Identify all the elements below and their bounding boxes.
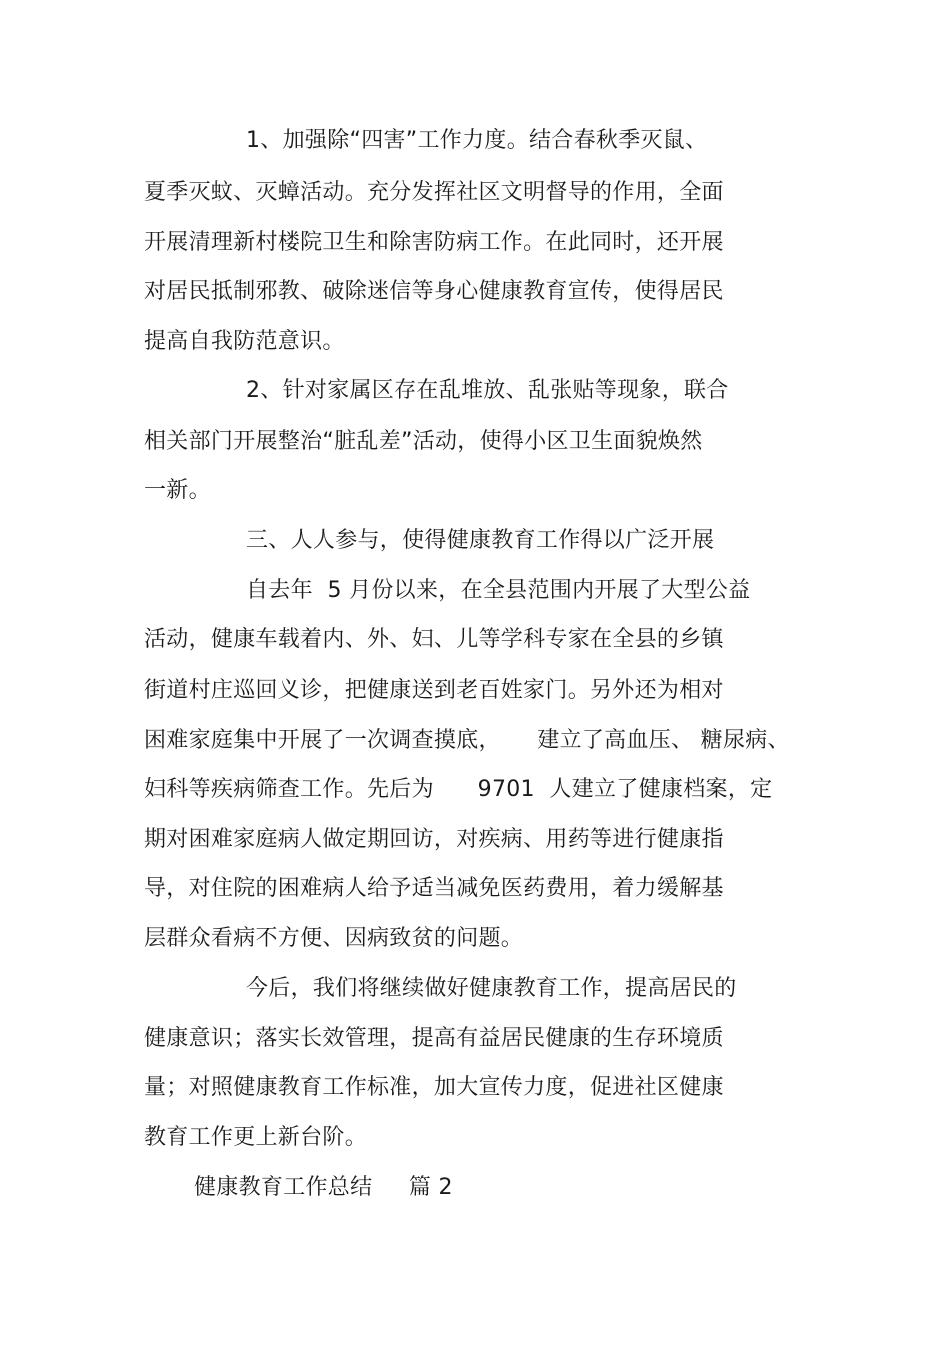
paragraph-3-line-3: 街道村庄巡回义诊，把健康送到老百姓家门。另外还为相对 <box>144 678 724 703</box>
paragraph-3-line-5: 妇科等疾病筛查工作。先后为 9701 人建立了健康档案，定 <box>144 777 773 802</box>
paragraph-4-line-1: 今后，我们将继续做好健康教育工作，提高居民的 <box>246 976 737 1001</box>
paragraph-3-line-1: 自去年 5 月份以来，在全县范围内开展了大型公益 <box>246 578 751 603</box>
paragraph-1-line-3: 开展清理新村楼院卫生和除害防病工作。在此同时，还开展 <box>144 230 724 255</box>
paragraph-2-line-2: 相关部门开展整治“脏乱差”活动，使得小区卫生面貌焕然 <box>144 429 703 454</box>
paragraph-4-line-3: 量；对照健康教育工作标准，加大宣传力度，促进社区健康 <box>144 1075 724 1100</box>
paragraph-3-line-6: 期对困难家庭病人做定期回访，对疾病、用药等进行健康指 <box>144 827 724 852</box>
paragraph-1-line-2: 夏季灭蚊、灭蟑活动。充分发挥社区文明督导的作用，全面 <box>144 180 724 205</box>
paragraph-1-line-1: 1、加强除“四害”工作力度。结合春秋季灭鼠、 <box>246 128 708 153</box>
paragraph-3-line-2: 活动，健康车载着内、外、妇、儿等学科专家在全县的乡镇 <box>144 627 724 652</box>
paragraph-2-line-1: 2、针对家属区存在乱堆放、乱张贴等现象，联合 <box>246 378 729 403</box>
next-section-title: 健康教育工作总结 篇 2 <box>194 1175 453 1200</box>
paragraph-4-line-4: 教育工作更上新台阶。 <box>144 1125 368 1150</box>
paragraph-2-line-3: 一新。 <box>144 478 211 503</box>
paragraph-1-line-5: 提高自我防范意识。 <box>144 329 345 354</box>
section-heading-3: 三、人人参与，使得健康教育工作得以广泛开展 <box>246 528 715 553</box>
paragraph-3-line-8: 层群众看病不方便、因病致贫的问题。 <box>144 926 524 951</box>
paragraph-3-line-7: 导，对住院的困难病人给予适当减免医药费用，着力缓解基 <box>144 876 724 901</box>
paragraph-3-line-4: 困难家庭集中开展了一次调查摸底， 建立了高血压、 糖尿病、 <box>144 728 790 753</box>
paragraph-4-line-2: 健康意识；落实长效管理，提高有益居民健康的生存环境质 <box>144 1026 724 1051</box>
paragraph-1-line-4: 对居民抵制邪教、破除迷信等身心健康教育宣传，使得居民 <box>144 279 724 304</box>
